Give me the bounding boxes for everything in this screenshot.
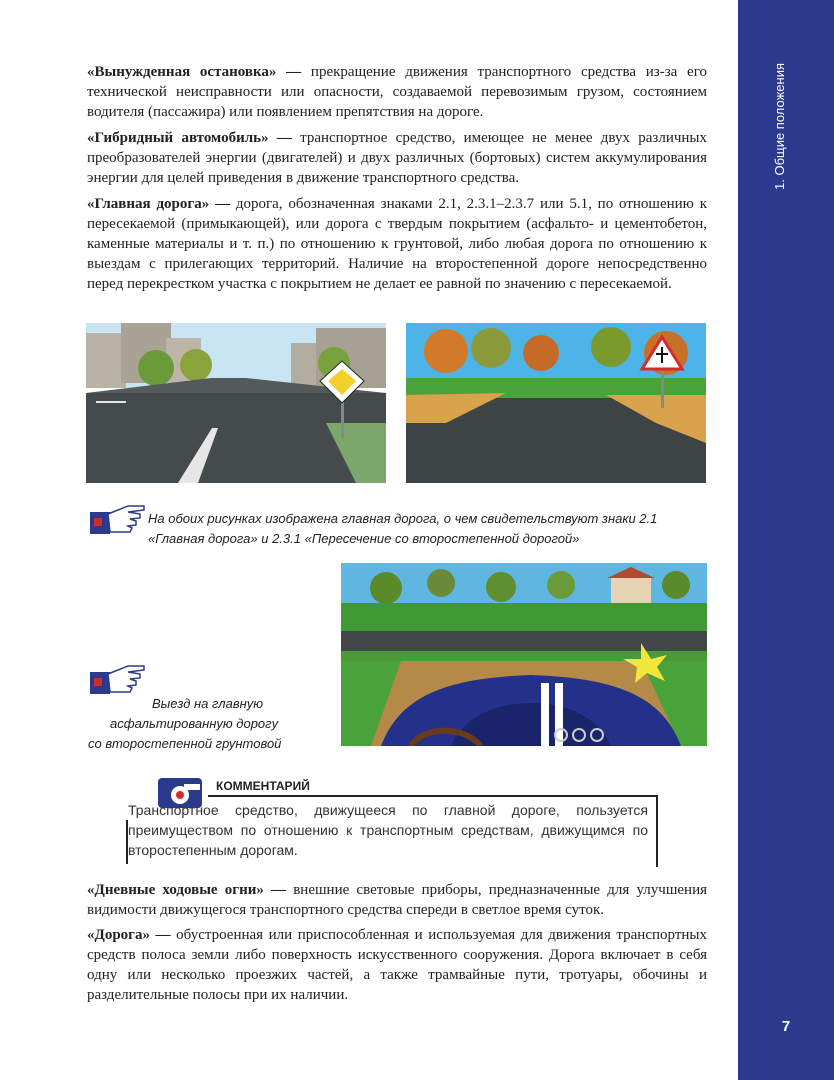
definition-daytime-lights: [87, 880, 707, 920]
comment-border-right: [656, 795, 658, 867]
caption-main-road-signs-line2: «Главная дорога» и 2.3.1 «Пересечение со второстепенной дорогой»: [148, 531, 580, 546]
definition-text: дорога, обозначенная знаками 2.1, 2.3.1–2.3.7 или 5.1, по отношению к пересекаемой (примыкающей), или дорога с твердым покрытием (асфальто- и цементобетон, каменные материалы и т. п.) по отношению к грунтовой, либо любая дорога по отношению к выездам с прилегающих территорий. Наличие на второстепенной дороге непосредственно перед перекрестком участка с покрытием не делает ее равной по значению с пересекаемой.: [87, 196, 707, 292]
definition-text: обустроенная или приспособленная и используемая для движения транспортных средств полоса земли либо поверхность искусственного сооружения. Дорога включает в себя одну или несколько проезжих частей, а также трамвайные пути, тротуары, обочины и разделительные полосы при их наличии.: [87, 927, 707, 1003]
caption-exit-line2: асфальтированную дорогу: [110, 716, 279, 731]
pointing-hand-icon: [88, 660, 146, 696]
definition-forced-stop: [87, 62, 707, 122]
comment-border-top: [208, 795, 658, 797]
comment-title: КОММЕНТАРИЙ: [216, 779, 310, 793]
comment-text: Транспортное средство, движущееся по главной дороге, пользуется преимуществом по отношению к транспортным средствам, движущимся по второстепенным дорогам.: [128, 802, 648, 858]
caption-main-road-signs-line1: На обоих рисунках изображена главная дорога, о чем свидетельствуют знаки 2.1: [148, 511, 658, 526]
section-title: 1. Общие положения: [772, 62, 787, 190]
caption-exit-line3: со второстепенной грунтовой: [88, 736, 282, 751]
pointing-hand-icon: [88, 500, 146, 536]
definition-main-road: [87, 194, 707, 294]
term: «Главная дорога» —: [87, 196, 231, 212]
definition-text: внешние световые приборы, предназначенные для улучшения видимости движущегося транспортного средства спереди в светлое время суток.: [87, 882, 707, 918]
illustration-city-main-road: [86, 323, 386, 483]
illustration-rural-main-road: [406, 323, 706, 483]
definition-road: [87, 925, 707, 1005]
definition-text: транспортное средство, имеющее не менее двух различных преобразователей энергии (двигателей) и двух различных (бортовых) систем аккумулирования энергии для целей приведения в движение транспортного средства.: [87, 130, 708, 186]
caption-exit-line1: Выезд на главную: [152, 696, 264, 711]
term: «Дневные ходовые огни» —: [87, 882, 287, 898]
term: «Гибридный автомобиль» —: [87, 130, 292, 146]
definition-text: прекращение движения транспортного средства из-за его технической неисправности или опасности, создаваемой перевозимым грузом, состоянием водителя (пассажира) или появлением препятствия на дороге.: [87, 64, 707, 120]
illustration-exit-dirt-road: [341, 563, 707, 746]
page-number: 7: [781, 1018, 791, 1035]
definition-hybrid-car: [87, 128, 707, 188]
section-sidebar: [738, 0, 834, 1080]
term: «Дорога» —: [87, 927, 171, 943]
term: «Вынужденная остановка» —: [87, 64, 302, 80]
